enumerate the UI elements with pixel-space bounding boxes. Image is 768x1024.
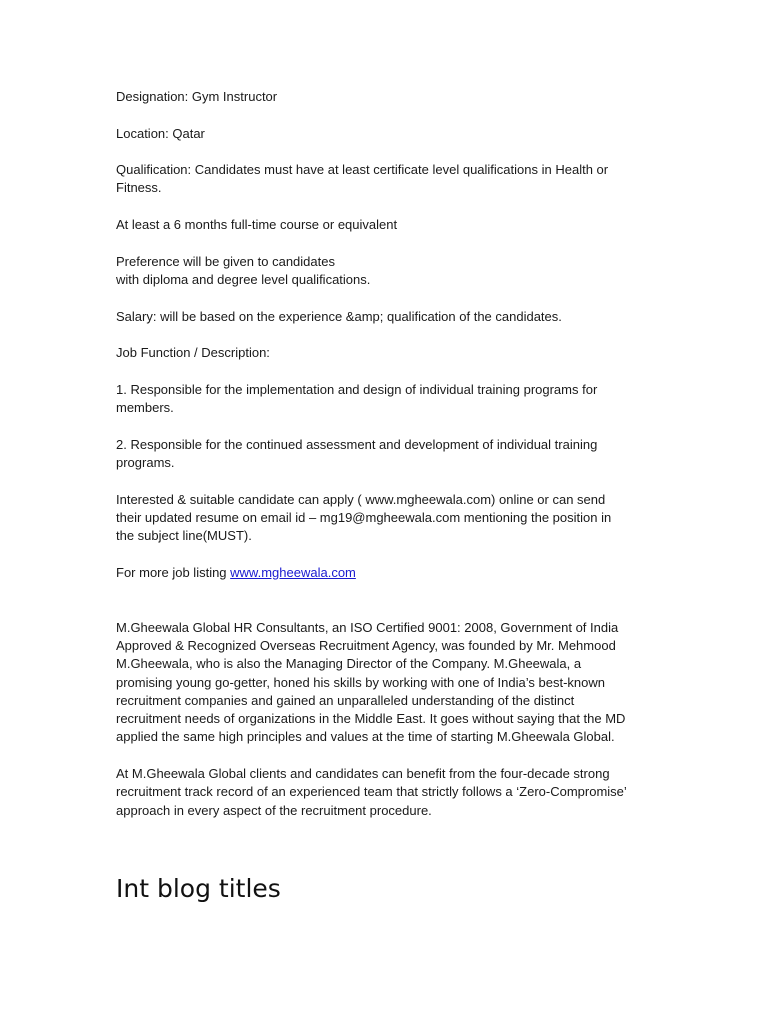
preference-paragraph: Preference will be given to candidates with diploma and degree level qualifications. bbox=[116, 253, 371, 287]
more-listing-line bbox=[116, 564, 656, 582]
more-listing-row bbox=[116, 564, 656, 582]
job-function-heading: Job Function / Description: bbox=[116, 345, 270, 361]
mgheewala-website-link[interactable]: www.mgheewala.com bbox=[230, 564, 356, 580]
qualification-paragraph: Qualification: Candidates must have at least certificate level qualifications in Health or Fitness. bbox=[116, 162, 609, 196]
course-line: At least a 6 months full-time course or equivalent bbox=[116, 217, 398, 233]
location-line: Location: Qatar bbox=[116, 125, 205, 141]
duty-item-1: 1. Responsible for the implementation and design of individual training programs for members. bbox=[116, 381, 598, 416]
company-about-paragraph: M.Gheewala Global HR Consultants, an ISO Certified 9001: 2008, Government of India Approved & Recognized Overseas Recruitment Agency, was founded by Mr. Mehmood M.Gheewala, who is also the Managing Director of the Company. M.Gheewala, a promising young go-getter, honed his skills by working with one of India’s best-known recruitment companies and gained an unparalleled understanding of the distinct recruitment needs of organizations in the Middle East. It goes without saying that the MD applied the same high principles and values at the time of starting M.Gheewala Global. bbox=[116, 619, 626, 745]
apply-instructions: Interested & suitable candidate can apply ( www.mgheewala.com) online or can send their updated resume on email id – mg19@mgheewala.com mentioning the position in the subject line(MUST). bbox=[116, 491, 612, 544]
duty-item-2: 2. Responsible for the continued assessment and development of individual training programs. bbox=[116, 436, 598, 470]
designation-line: Designation: Gym Instructor bbox=[116, 89, 278, 104]
company-benefit-paragraph: At M.Gheewala Global clients and candidates can benefit from the four-decade strong recruitment track record of an experienced team that strictly follows a ‘Zero-Compromise’ approach in every aspect of the recruitment procedure. bbox=[116, 765, 627, 818]
section-heading: Int blog titles bbox=[116, 874, 281, 903]
blank-spacer bbox=[116, 600, 656, 618]
salary-line: Salary: will be based on the experience &amp; qualification of the candidates. bbox=[116, 308, 562, 324]
document-body bbox=[116, 88, 656, 838]
more-listing-prefix: For more job listing bbox=[116, 564, 231, 580]
